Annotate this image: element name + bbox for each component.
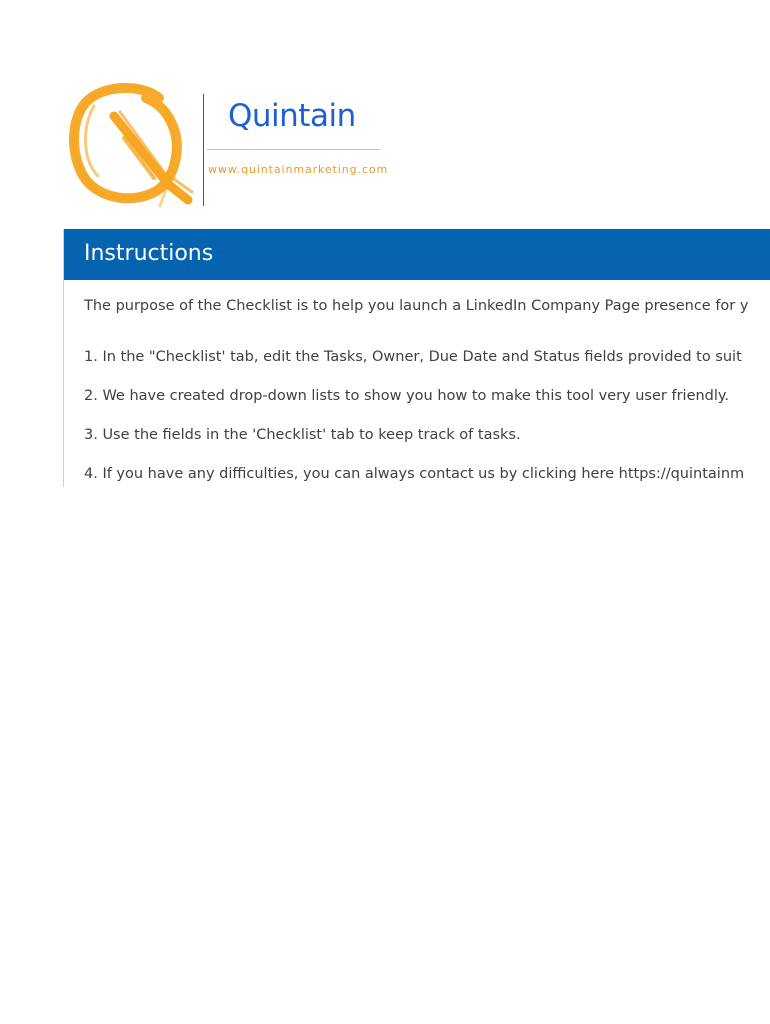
step-1-text: 1. In the "Checklist' tab, edit the Tasks, Owner, Due Date and Status fields provided to suit	[84, 349, 742, 365]
instructions-title: Instructions	[84, 241, 214, 266]
instructions-header	[64, 229, 770, 280]
q-brushstroke-logo-icon	[64, 76, 198, 216]
intro-text: The purpose of the Checklist is to help you launch a LinkedIn Company Page presence for y	[84, 298, 749, 314]
brand-name: Quintain	[228, 98, 356, 134]
step-2-text: 2. We have created drop-down lists to show you how to make this tool very user friendly.	[84, 388, 730, 404]
instructions-sheet	[63, 229, 770, 487]
step-4-text[interactable]: 4. If you have any difficulties, you can always contact us by clicking here https://quintainm	[84, 466, 745, 482]
logo-divider	[203, 94, 204, 206]
brand-divider	[207, 149, 380, 150]
step-3-text: 3. Use the fields in the 'Checklist' tab to keep track of tasks.	[84, 427, 521, 443]
brand-url[interactable]: www.quintainmarketing.com	[208, 163, 389, 176]
